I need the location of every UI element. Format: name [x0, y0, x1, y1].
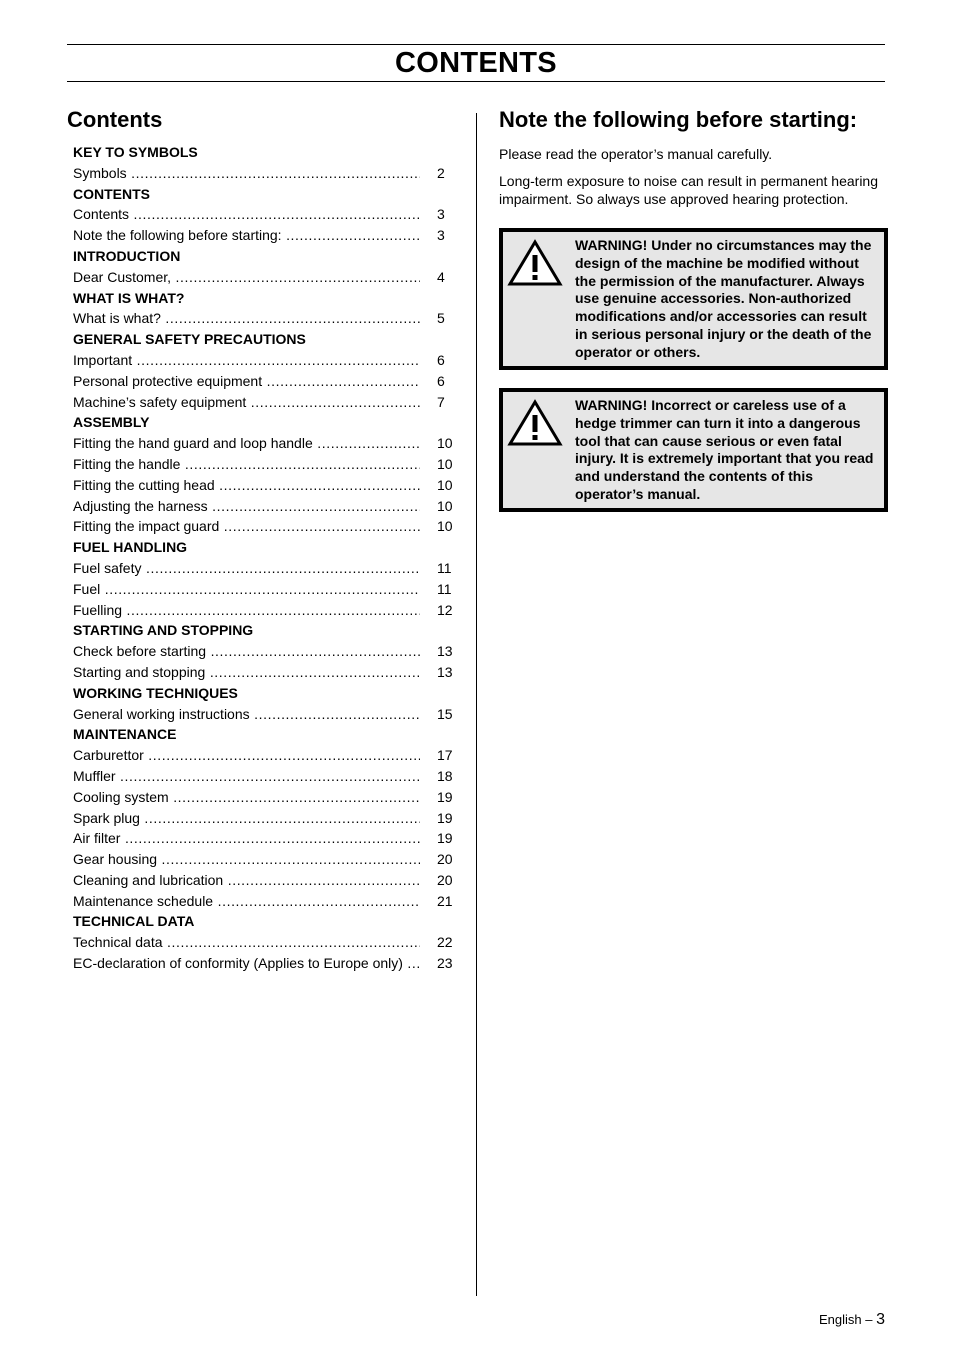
warning-text: WARNING! Incorrect or careless use of a hedge trimmer can turn it into a dangerous tool that can cause serious or even fatal injury. It is extremely important that you read and understand the contents of this operator’s manual. — [575, 397, 874, 502]
toc-entry-leader — [73, 225, 420, 246]
toc-section-heading: WORKING TECHNIQUES — [73, 684, 238, 701]
toc-entry-page: 19 — [437, 830, 453, 847]
toc-entry — [73, 600, 467, 621]
toc-entry-page: 10 — [437, 455, 453, 472]
toc-entry-page: 20 — [437, 851, 453, 868]
table-of-contents — [73, 142, 467, 974]
toc-entry-label: Maintenance schedule — [73, 892, 214, 909]
toc-entry-page: 22 — [437, 934, 453, 951]
toc-entry — [73, 849, 467, 870]
toc-section-heading: TECHNICAL DATA — [73, 913, 195, 930]
toc-entry-leader — [73, 932, 420, 953]
toc-entry-label: Cooling system — [73, 788, 169, 805]
toc-entry-page: 11 — [437, 580, 452, 597]
toc-entry-leader — [73, 267, 420, 288]
toc-entry-leader — [73, 163, 420, 184]
toc-entry-page: 7 — [437, 393, 445, 410]
toc-entry-leader — [73, 600, 420, 621]
toc-entry-leader — [73, 371, 420, 392]
toc-entry-page: 6 — [437, 372, 445, 389]
toc-entry — [73, 579, 467, 600]
toc-entry-label: Dear Customer, — [73, 268, 172, 285]
toc-entry-leader — [73, 808, 420, 829]
toc-entry-label: Note the following before starting: — [73, 227, 282, 244]
column-divider — [476, 113, 477, 1296]
toc-entry-leader — [73, 704, 420, 725]
toc-entry-label: Technical data — [73, 934, 163, 951]
toc-entry — [73, 225, 467, 246]
toc-entry-leader — [73, 454, 420, 475]
toc-entry-label: Gear housing — [73, 851, 158, 868]
toc-section-heading: ASSEMBLY — [73, 414, 150, 431]
toc-entry-leader — [73, 641, 420, 662]
toc-entry-leader — [73, 891, 420, 912]
toc-entry-leader — [73, 204, 420, 225]
toc-entry-label: Fitting the impact guard — [73, 518, 220, 535]
toc-entry-page: 17 — [437, 747, 453, 764]
toc-entry-leader — [73, 745, 420, 766]
page-footer — [819, 1311, 885, 1329]
toc-section-heading: STARTING AND STOPPING — [73, 622, 254, 639]
toc-entry-page: 10 — [437, 497, 453, 514]
warning-text: WARNING! Under no circumstances may the design of the machine be modified without the permission of the manufacturer. Always use genuine accessories. Non-authorized modifications and/or accessories can result in serious personal injury or the death of the operator or others. — [575, 237, 872, 360]
toc-entry-leader — [73, 849, 420, 870]
toc-entry — [73, 308, 467, 329]
toc-entry — [73, 516, 467, 537]
toc-entry-leader — [73, 953, 420, 974]
toc-entry — [73, 932, 467, 953]
toc-entry-leader — [73, 308, 420, 329]
toc-section-heading: MAINTENANCE — [73, 726, 177, 743]
toc-section-heading: FUEL HANDLING — [73, 539, 188, 556]
contents-heading: Contents — [67, 107, 163, 132]
toc-entry-page: 19 — [437, 809, 453, 826]
toc-entry-label: General working instructions — [73, 705, 250, 722]
toc-section-heading: KEY TO SYMBOLS — [73, 144, 198, 160]
toc-entry-page: 11 — [437, 559, 452, 576]
notice-paragraph: Please read the operator’s manual carefully. — [499, 146, 773, 162]
warning-triangle-icon — [507, 398, 563, 446]
toc-entry — [73, 641, 467, 662]
toc-entry-page: 2 — [437, 164, 445, 181]
toc-entry — [73, 828, 467, 849]
toc-entry — [73, 953, 467, 974]
footer-language: English — [818, 1312, 862, 1327]
footer-separator: – — [861, 1312, 877, 1327]
toc-entry-leader — [73, 392, 420, 413]
toc-entry-label: Personal protective equipment — [73, 372, 263, 389]
toc-section-heading: WHAT IS WHAT? — [73, 289, 185, 306]
footer-page-number: 3 — [876, 1311, 885, 1328]
noise-warning-paragraph: Long-term exposure to noise can result in permanent hearing impairment. So always use approved hearing protection. — [499, 173, 878, 207]
toc-entry-leader — [73, 496, 420, 517]
toc-entry-label: Contents — [73, 206, 130, 223]
toc-entry-leader — [73, 766, 420, 787]
toc-entry — [73, 808, 467, 829]
page-header — [67, 44, 885, 82]
toc-entry-page: 3 — [437, 206, 445, 223]
toc-entry-page: 23 — [437, 955, 453, 972]
toc-entry — [73, 704, 467, 725]
toc-entry-label: Symbols — [73, 164, 127, 181]
toc-entry — [73, 496, 467, 517]
toc-section-heading: INTRODUCTION — [73, 247, 181, 264]
toc-entry — [73, 766, 467, 787]
toc-entry-label: What is what? — [73, 310, 161, 327]
toc-entry — [73, 558, 467, 579]
toc-entry-page: 10 — [437, 518, 453, 535]
toc-entry-page: 4 — [437, 268, 445, 285]
toc-entry-leader — [73, 828, 420, 849]
toc-entry-page: 6 — [437, 351, 445, 368]
toc-section-heading: CONTENTS — [73, 185, 150, 202]
toc-entry-label: Spark plug — [73, 809, 140, 826]
toc-entry-leader — [73, 870, 420, 891]
toc-entry-label: Fuel safety — [73, 559, 142, 576]
toc-entry — [73, 204, 467, 225]
toc-entry-label: Muffler — [73, 767, 116, 784]
warning-box-careless-use — [499, 388, 888, 512]
toc-entry-label: Fitting the hand guard and loop handle — [73, 435, 313, 452]
toc-entry-page: 18 — [437, 767, 453, 784]
toc-entry-page: 21 — [437, 892, 453, 909]
toc-entry-label: Air filter — [73, 830, 121, 847]
toc-entry-page: 13 — [437, 643, 453, 660]
toc-entry — [73, 392, 467, 413]
toc-entry — [73, 163, 467, 184]
toc-entry — [73, 371, 467, 392]
toc-entry — [73, 350, 467, 371]
toc-entry — [73, 787, 467, 808]
toc-entry-leader — [73, 516, 420, 537]
toc-entry-label: EC-declaration of conformity (Applies to Europe only) — [73, 955, 403, 972]
toc-entry — [73, 454, 467, 475]
toc-entry-page: 15 — [437, 705, 453, 722]
toc-entry-page: 19 — [437, 788, 453, 805]
toc-entry — [73, 662, 467, 683]
toc-entry-leader — [73, 433, 420, 454]
toc-entry-page: 10 — [437, 435, 453, 452]
toc-entry-leader — [73, 579, 420, 600]
toc-section-heading: GENERAL SAFETY PRECAUTIONS — [73, 331, 306, 348]
notes-column — [499, 106, 887, 502]
toc-entry-label: Cleaning and lubrication — [73, 871, 224, 888]
toc-entry-leader — [73, 787, 420, 808]
notes-heading: Note the following before starting: — [499, 107, 858, 132]
toc-entry — [73, 745, 467, 766]
toc-entry-label: Carburettor — [73, 747, 144, 764]
toc-entry-leader — [73, 350, 420, 371]
toc-entry — [73, 891, 467, 912]
toc-entry-label: Fuelling — [73, 601, 123, 618]
toc-entry-label: Important — [73, 351, 133, 368]
warning-box-modification — [499, 228, 888, 370]
toc-entry-page: 13 — [437, 663, 453, 680]
toc-entry-page: 10 — [437, 476, 453, 493]
toc-entry — [73, 475, 467, 496]
toc-entry-label: Fitting the cutting head — [73, 476, 215, 493]
toc-entry-label: Check before starting — [73, 643, 207, 660]
warning-triangle-icon — [507, 238, 563, 286]
toc-entry-page: 12 — [437, 601, 453, 618]
toc-entry-leader — [73, 475, 420, 496]
toc-entry-leader — [73, 558, 420, 579]
toc-entry — [73, 267, 467, 288]
page-title: CONTENTS — [395, 47, 557, 79]
toc-entry-page: 5 — [437, 310, 445, 327]
toc-entry — [73, 433, 467, 454]
toc-entry-leader — [73, 662, 420, 683]
contents-column — [67, 106, 467, 972]
toc-entry-label: Fuel — [73, 580, 101, 597]
toc-entry-page: 3 — [437, 227, 445, 244]
toc-entry — [73, 870, 467, 891]
toc-entry-label: Fitting the handle — [73, 455, 181, 472]
toc-entry-label: Starting and stopping — [73, 663, 206, 680]
toc-entry-page: 20 — [437, 871, 453, 888]
toc-entry-label: Adjusting the harness — [73, 497, 208, 514]
toc-entry-label: Machine’s safety equipment — [73, 393, 247, 410]
